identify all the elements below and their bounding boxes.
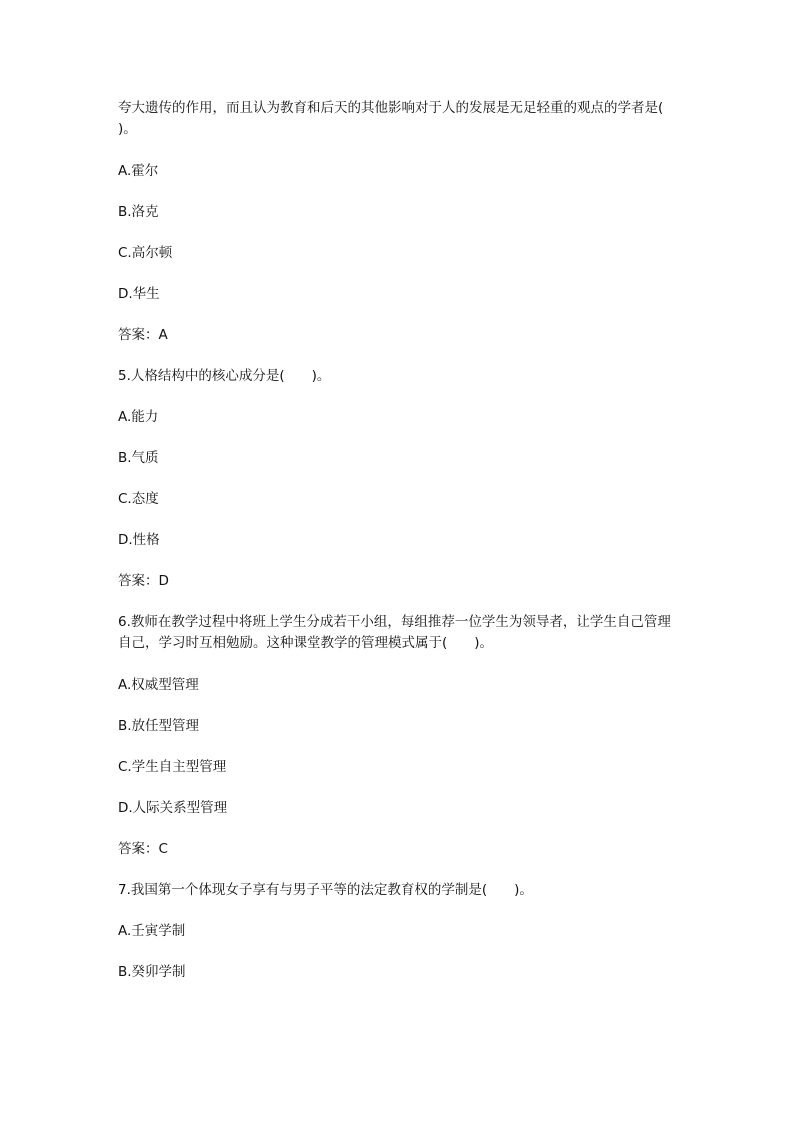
option-b: B.放任型管理 xyxy=(118,718,200,734)
option-c: C.学生自主型管理 xyxy=(118,759,227,775)
question-stem: 夸大遗传的作用，而且认为教育和后天的其他影响对于人的发展是无足轻重的观点的学者是( )。 xyxy=(118,100,691,137)
option-b: B.洛克 xyxy=(118,204,159,220)
option-b: B.气质 xyxy=(118,450,159,466)
answer-text: 答案：A xyxy=(118,327,168,343)
option-b: B.癸卯学制 xyxy=(118,964,186,980)
question-stem: 7.我国第一个体现女子享有与男子平等的法定教育权的学制是( )。 xyxy=(118,882,533,898)
answer-text: 答案：D xyxy=(118,573,169,589)
option-c: C.高尔顿 xyxy=(118,245,173,261)
question-stem: 6.教师在教学过程中将班上学生分成若干小组，每组推荐一位学生为领导者，让学生自己管理自己，学习时互相勉励。这种课堂教学的管理模式属于( )。 xyxy=(118,614,671,651)
option-c: C.态度 xyxy=(118,491,159,507)
option-d: D.华生 xyxy=(118,286,160,302)
option-d: D.人际关系型管理 xyxy=(118,800,228,816)
question-stem: 5.人格结构中的核心成分是( )。 xyxy=(118,368,331,384)
answer-text: 答案：C xyxy=(118,841,168,857)
option-a: A.壬寅学制 xyxy=(118,923,186,939)
question-list xyxy=(118,98,691,1003)
option-a: A.霍尔 xyxy=(118,163,159,179)
option-a: A.权威型管理 xyxy=(118,677,199,693)
option-d: D.性格 xyxy=(118,532,160,548)
option-a: A.能力 xyxy=(118,409,159,425)
